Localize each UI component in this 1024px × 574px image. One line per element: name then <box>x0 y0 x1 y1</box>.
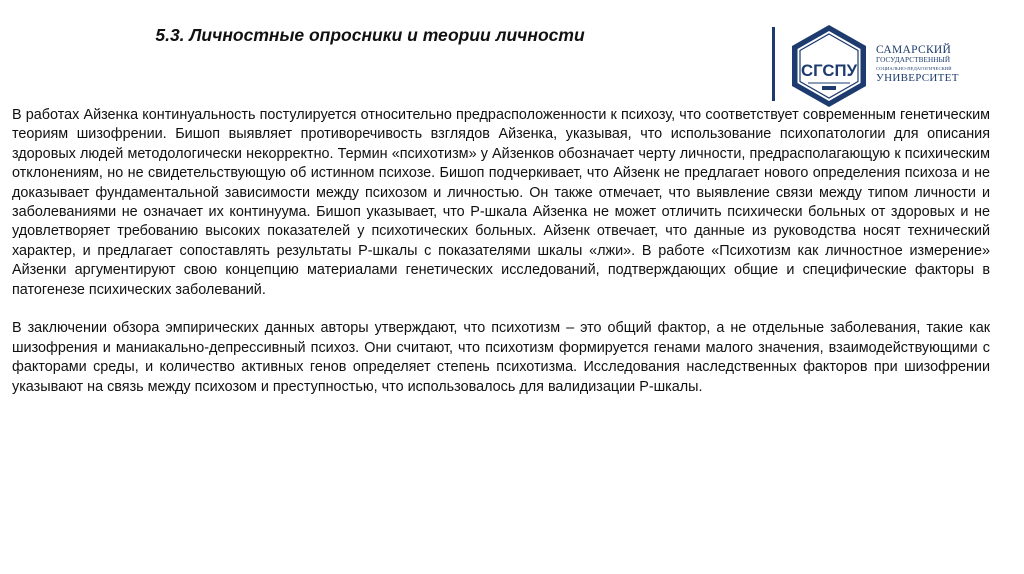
body-paragraph-2: В заключении обзора эмпирических данных авторы утверждают, что психотизм – это общий фактор, а не отдельные заболевания, такие как шизофрения и маниакально-депрессивный психоз. Они считают, что психотизм формируется генами малого значения, взаимодействующими с факторами среды, и количество активных генов определяет степень психотизма. Исследования наследственных факторов при шизофрении указывают на связь между психозом и преступностью, что использовалось для валидизации P-шкалы. <box>12 320 990 395</box>
university-name-line-1: САМАРСКИЙ <box>876 44 952 56</box>
logo-abbreviation: СГСПУ <box>801 61 858 80</box>
university-name <box>876 44 976 84</box>
body-paragraph-1: В работах Айзенка континуальность постулируется относительно предрасположенности к психозу, что соответствует современным генетическим теориям шизофрении. Бишоп выявляет противоречивость взглядов Айзенка, указывая, что использование психопатологии для описания здоровых людей методологически некорректно. Термин «психотизм» у Айзенков обозначает черту личности, предрасполагающую к психическим отклонениям, но не свидетельствующую об истинном психозе. Бишоп подчеркивает, что Айзенк не предлагает нового определения психоза и не доказывает фундаментальной зависимости между психозом и личностью. Он также отмечает, что выявление связи между типом личности и заболеваниями не означает их континуума. Бишоп указывает, что P-шкала Айзенка не может отличить психически больных от здоровых и не удовлетворяет требованию высоких показателей у психотических больных. Айзенк отвечает, что данные из руководства носят технический характер, и предлагает сопоставлять результаты P-шкалы с показателями шкалы «лжи». В работе «Психотизм как личностное измерение» Айзенки аргументируют свою концепцию материалами генетических исследований, подтверждающих общие и специфические факторы в патогенезе психических заболеваний. <box>12 107 990 298</box>
slide-body <box>12 106 990 397</box>
header-divider <box>772 27 775 101</box>
university-name-line-4: УНИВЕРСИТЕТ <box>876 72 959 84</box>
university-name-line-3: СОЦИАЛЬНО-ПЕДАГОГИЧЕСКИЙ <box>876 66 952 71</box>
hexagon-emblem-icon <box>786 23 872 109</box>
university-name-line-2: ГОСУДАРСТВЕННЫЙ <box>876 56 951 64</box>
university-logo <box>786 23 872 109</box>
slide-title: 5.3. Личностные опросники и теории личности <box>155 25 585 45</box>
